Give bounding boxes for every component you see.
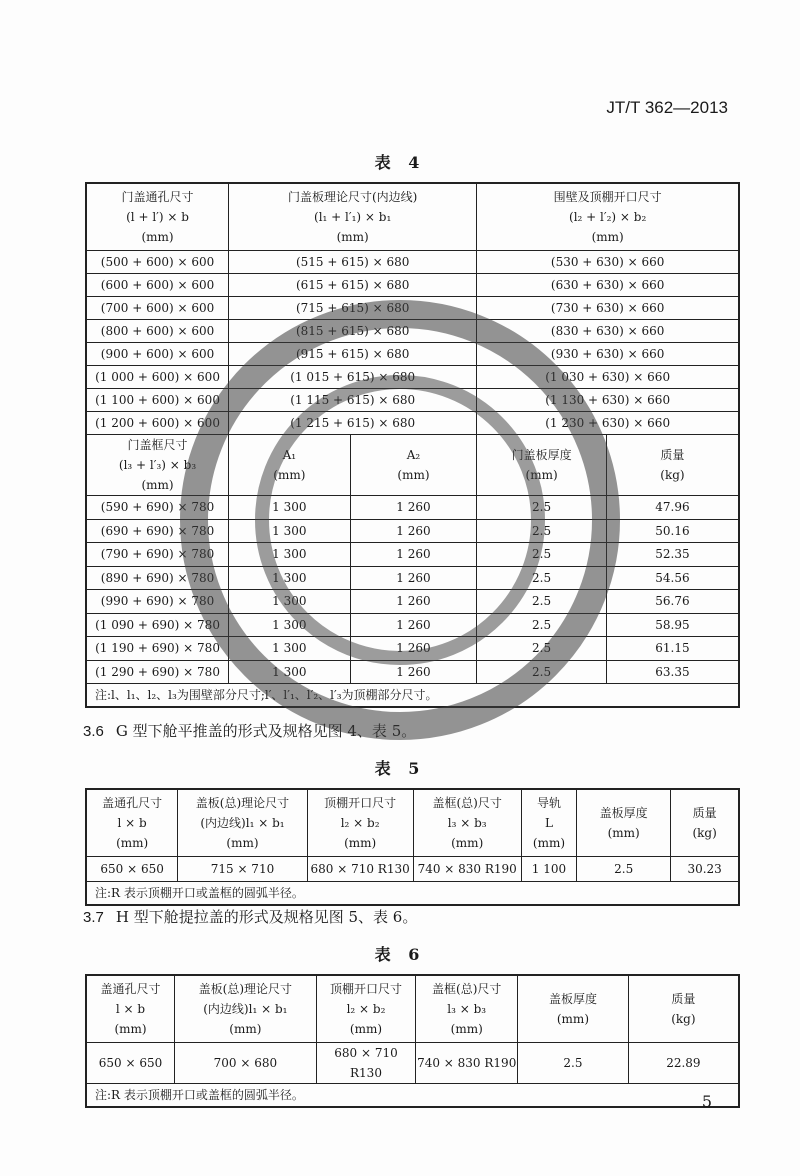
header-cell	[86, 183, 229, 251]
header-row	[86, 435, 739, 496]
header-line: l₂ × b₂	[340, 816, 380, 830]
table-cell: (500 + 600) × 600	[86, 251, 229, 274]
header-line: (mm)	[349, 1022, 383, 1036]
table-cell: (700 + 600) × 600	[86, 297, 229, 320]
header-cell	[628, 975, 739, 1043]
header-line: (mm)	[226, 836, 259, 850]
header-line: 顶棚开口尺寸	[324, 796, 397, 810]
table6	[85, 974, 740, 1108]
table-row	[86, 566, 739, 590]
table-cell: (1 115 + 615) × 680	[229, 389, 477, 412]
header-line: (mm)	[141, 230, 174, 244]
section-text: H 型下舱提拉盖的形式及规格见图 5、表 6。	[115, 908, 418, 926]
header-line: (mm)	[451, 836, 484, 850]
table-cell: 47.96	[606, 496, 739, 520]
table-cell: (600 + 600) × 600	[86, 274, 229, 297]
header-line: 盖板厚度	[548, 992, 597, 1006]
standard-number: JT/T 362—2013	[606, 98, 728, 117]
table-row	[86, 297, 739, 320]
header-line: 质量	[660, 448, 685, 462]
header-cell	[477, 435, 607, 496]
header-line: (mm)	[229, 1022, 262, 1036]
table-cell: (1 100 + 600) × 600	[86, 389, 229, 412]
table-cell: 650 × 650	[86, 1043, 175, 1084]
table-cell: (815 + 615) × 680	[229, 320, 477, 343]
header-cell	[413, 789, 521, 857]
table-cell: 715 × 710	[178, 857, 307, 882]
table-row	[86, 1043, 739, 1084]
table-row	[86, 590, 739, 614]
header-line: (l₁ + l′₁) × b₁	[314, 210, 392, 224]
header-cell	[671, 789, 739, 857]
table-row	[86, 389, 739, 412]
table-cell: 30.23	[671, 857, 739, 882]
header-line: (内边线)l₁ × b₁	[203, 1002, 288, 1016]
table-cell: 1 300	[229, 543, 351, 567]
table-cell: (1 130 + 630) × 660	[477, 389, 739, 412]
header-line: (kg)	[660, 468, 685, 482]
note-row	[86, 882, 739, 906]
table-cell: (900 + 600) × 600	[86, 343, 229, 366]
table-cell: 22.89	[628, 1043, 739, 1084]
header-cell	[229, 183, 477, 251]
table-cell: 680 × 710 R130	[307, 857, 413, 882]
header-line: 质量	[671, 992, 696, 1006]
table5	[85, 788, 740, 906]
header-line: 盖板(总)理论尺寸	[195, 796, 290, 810]
header-line: 盖框(总)尺寸	[432, 982, 502, 996]
header-line: (l₂ + l′₂) × b₂	[569, 210, 647, 224]
header-line: (mm)	[591, 230, 624, 244]
table-row	[86, 366, 739, 389]
table-cell: (1 090 + 690) × 780	[86, 613, 229, 637]
table-cell: 50.16	[606, 519, 739, 543]
table-cell: 1 300	[229, 519, 351, 543]
table-cell: 1 260	[350, 613, 477, 637]
header-cell	[518, 975, 629, 1043]
table-cell: 2.5	[577, 857, 671, 882]
header-cell	[416, 975, 518, 1043]
table-row	[86, 320, 739, 343]
table-row	[86, 637, 739, 661]
header-line: (mm)	[556, 1012, 589, 1026]
table-cell: 1 300	[229, 496, 351, 520]
table5-caption: 表 5	[374, 759, 426, 778]
table-row	[86, 251, 739, 274]
header-line: 盖通孔尺寸	[100, 982, 161, 996]
table-cell: (830 + 630) × 660	[477, 320, 739, 343]
header-cell	[350, 435, 477, 496]
header-row	[86, 975, 739, 1043]
table-cell: 2.5	[477, 590, 607, 614]
section-text: G 型下舱平推盖的形式及规格见图 4、表 5。	[115, 722, 417, 740]
header-cell	[521, 789, 576, 857]
header-line: (mm)	[114, 1022, 147, 1036]
table-cell: 2.5	[477, 566, 607, 590]
header-line: (mm)	[116, 836, 149, 850]
table-cell: 2.5	[477, 660, 607, 684]
header-line: 门盖通孔尺寸	[121, 190, 194, 204]
header-line: (mm)	[141, 478, 174, 492]
header-line: 门盖框尺寸	[127, 438, 188, 452]
header-line: (kg)	[692, 826, 717, 840]
section-3-7	[83, 906, 417, 927]
header-line: l × b	[115, 1002, 146, 1016]
header-line: (mm)	[397, 468, 430, 482]
header-line: (kg)	[671, 1012, 696, 1026]
header-line: 顶棚开口尺寸	[329, 982, 402, 996]
header-cell	[86, 789, 178, 857]
table-cell: (930 + 630) × 660	[477, 343, 739, 366]
header-line: (mm)	[273, 468, 306, 482]
table-cell: 2.5	[477, 519, 607, 543]
table-cell: 650 × 650	[86, 857, 178, 882]
header-line: l₃ × b₃	[447, 816, 487, 830]
table-cell: 63.35	[606, 660, 739, 684]
table-note: 注:R 表示顶棚开口或盖框的圆弧半径。	[86, 1084, 739, 1108]
table-cell: 740 × 830 R190	[413, 857, 521, 882]
table-cell: 1 260	[350, 590, 477, 614]
header-line: (mm)	[525, 468, 558, 482]
header-line: (mm)	[450, 1022, 483, 1036]
header-cell	[307, 789, 413, 857]
table-cell: 1 300	[229, 660, 351, 684]
table-note: 注:l、l₁、l₂、l₃为围壁部分尺寸;l′、l′₁、l′₂、l′₃为顶棚部分尺寸。	[86, 684, 739, 708]
table-row	[86, 274, 739, 297]
header-line: (l + l′) × b	[126, 210, 189, 224]
table-cell: 680 × 710 R130	[316, 1043, 416, 1084]
table-cell: (990 + 690) × 780	[86, 590, 229, 614]
header-cell	[477, 183, 739, 251]
table4	[85, 182, 740, 708]
header-cell	[577, 789, 671, 857]
section-3-6	[83, 720, 416, 741]
header-line: 围壁及顶棚开口尺寸	[553, 190, 662, 204]
header-line: (mm)	[344, 836, 377, 850]
note-row	[86, 1084, 739, 1108]
header-line: A₂	[406, 448, 421, 462]
header-cell	[86, 435, 229, 496]
table-cell: 54.56	[606, 566, 739, 590]
table-cell: (730 + 630) × 660	[477, 297, 739, 320]
table-cell: 1 300	[229, 590, 351, 614]
table-cell: 2.5	[477, 637, 607, 661]
table-cell: 1 300	[229, 637, 351, 661]
table-cell: 2.5	[477, 496, 607, 520]
table-cell: (890 + 690) × 780	[86, 566, 229, 590]
header-line: L	[544, 816, 553, 830]
table-row	[86, 343, 739, 366]
header-line: (mm)	[336, 230, 369, 244]
table-cell: (1 290 + 690) × 780	[86, 660, 229, 684]
table-cell: 52.35	[606, 543, 739, 567]
header-line: 质量	[692, 806, 717, 820]
table-cell: 2.5	[477, 543, 607, 567]
table-cell: 2.5	[477, 613, 607, 637]
table-cell: 61.15	[606, 637, 739, 661]
table-cell: 1 260	[350, 566, 477, 590]
header-line: (内边线)l₁ × b₁	[200, 816, 285, 830]
header-line: 导轨	[536, 796, 561, 810]
table-cell: (1 030 + 630) × 660	[477, 366, 739, 389]
table-cell: 1 300	[229, 566, 351, 590]
table-cell: 1 260	[350, 637, 477, 661]
table4-caption: 表 4	[374, 153, 426, 172]
header-cell	[86, 975, 175, 1043]
header-cell	[229, 435, 351, 496]
table-row	[86, 412, 739, 435]
table-cell: 1 260	[350, 543, 477, 567]
header-cell	[178, 789, 307, 857]
header-line: 盖板厚度	[599, 806, 648, 820]
page-number: 5	[701, 1092, 712, 1111]
section-number: 3.6	[83, 723, 104, 740]
header-line: 盖通孔尺寸	[102, 796, 163, 810]
header-line: 门盖板厚度	[511, 448, 572, 462]
header-line: A₁	[282, 448, 297, 462]
table-note: 注:R 表示顶棚开口或盖框的圆弧半径。	[86, 882, 739, 906]
table6-caption: 表 6	[374, 945, 426, 964]
header-line: l × b	[117, 816, 147, 830]
table-cell: (715 + 615) × 680	[229, 297, 477, 320]
table-cell: 1 300	[229, 613, 351, 637]
table-cell: 56.76	[606, 590, 739, 614]
table-cell: (915 + 615) × 680	[229, 343, 477, 366]
header-cell	[175, 975, 317, 1043]
table-cell: (1 230 + 630) × 660	[477, 412, 739, 435]
header-line: (l₃ + l′₃) × b₃	[118, 458, 197, 472]
table-cell: (615 + 615) × 680	[229, 274, 477, 297]
table-cell: (1 190 + 690) × 780	[86, 637, 229, 661]
header-cell	[316, 975, 416, 1043]
table-cell: 1 260	[350, 519, 477, 543]
header-line: 盖板(总)理论尺寸	[198, 982, 293, 996]
table-row	[86, 660, 739, 684]
table-row	[86, 543, 739, 567]
table-cell: (1 200 + 600) × 600	[86, 412, 229, 435]
table-cell: (515 + 615) × 680	[229, 251, 477, 274]
note-row	[86, 684, 739, 708]
header-line: l₃ × b₃	[447, 1002, 487, 1016]
header-cell	[606, 435, 739, 496]
table-row	[86, 613, 739, 637]
table-cell: (590 + 690) × 780	[86, 496, 229, 520]
header-line: l₂ × b₂	[346, 1002, 386, 1016]
header-line: 盖框(总)尺寸	[432, 796, 502, 810]
table-row	[86, 496, 739, 520]
header-row	[86, 183, 739, 251]
table-cell: 58.95	[606, 613, 739, 637]
header-line: (mm)	[532, 836, 566, 850]
table-cell: 1 260	[350, 660, 477, 684]
header-row	[86, 789, 739, 857]
table-cell: (1 000 + 600) × 600	[86, 366, 229, 389]
table-cell: (690 + 690) × 780	[86, 519, 229, 543]
table-cell: 740 × 830 R190	[416, 1043, 518, 1084]
table-row	[86, 519, 739, 543]
table-cell: (530 + 630) × 660	[477, 251, 739, 274]
section-number: 3.7	[83, 909, 104, 926]
table-cell: (790 + 690) × 780	[86, 543, 229, 567]
table-cell: 700 × 680	[175, 1043, 317, 1084]
table-cell: 1 100	[521, 857, 576, 882]
table-row	[86, 857, 739, 882]
header-line: 门盖板理论尺寸(内边线)	[287, 190, 418, 204]
table-cell: (800 + 600) × 600	[86, 320, 229, 343]
table-cell: (630 + 630) × 660	[477, 274, 739, 297]
table-cell: 2.5	[518, 1043, 629, 1084]
header-line: (mm)	[607, 826, 640, 840]
table-cell: (1 215 + 615) × 680	[229, 412, 477, 435]
table-cell: (1 015 + 615) × 680	[229, 366, 477, 389]
table-cell: 1 260	[350, 496, 477, 520]
